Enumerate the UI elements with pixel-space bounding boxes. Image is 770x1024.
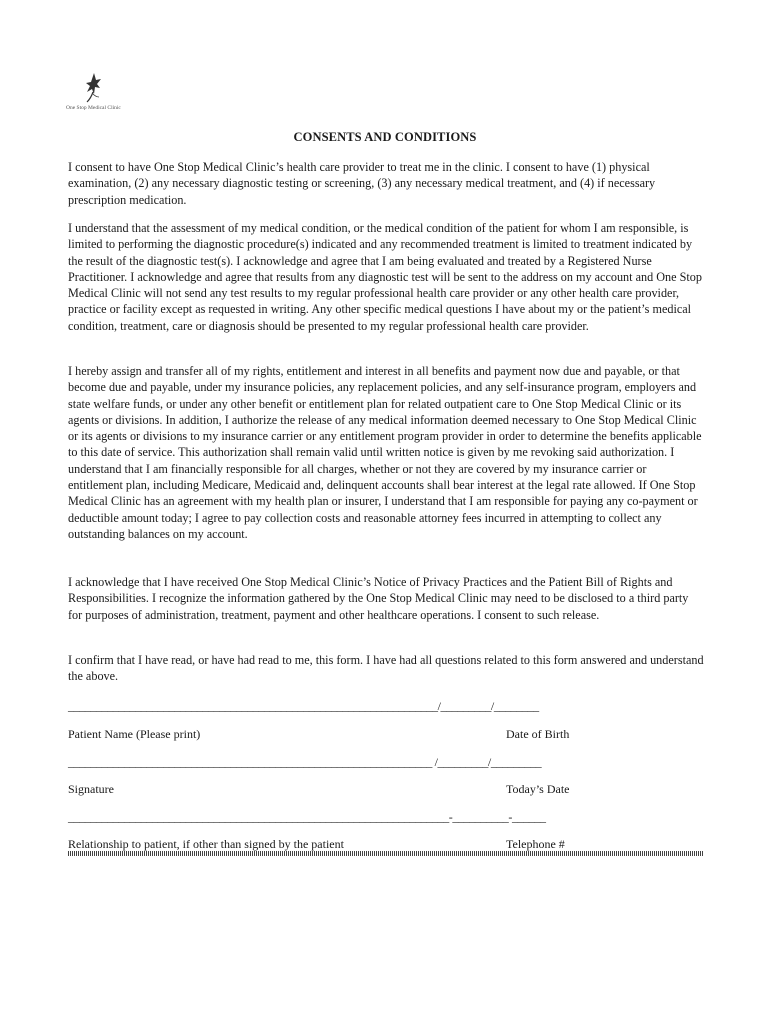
consent-paragraph-privacy: I acknowledge that I have received One Stop Medical Clinic’s Notice of Privacy Practices and the Patient Bill of Rights and Responsibilities. I recognize the information gathered by the One Stop Medical Clinic may need to be disclosed to a third party for purposes of administration, treatment, payment and other healthcare operations. I consent to such release. [68,575,689,622]
consent-paragraph-assignment: I hereby assign and transfer all of my rights, entitlement and interest in all benefits and payment now due and payable, or that become due and payable, under my insurance policies, any replacement policies, and any self-insurance program, employers and state welfare funds, or under any other benefit or entitlement plan for related outpatient care to One Stop Medical Clinic or its agents or divisions. In addition, I authorize the release of any medical information deemed necessary to One Stop Medical Clinic or its agents or divisions to my insurance carrier or any entitlement program provider in order to determine the benefits applicable to this date of service. This authorization shall remain valid until written notice is given by me revoking said authorization. I understand that I am financially responsible for all charges, whether or not they are covered by my insurance carrier or entitlement plan, including Medicare, Medicaid and, delinquent accounts shall bear interest at the legal rate allowed. If One Stop Medical Clinic has an agreement with my health plan or insurer, I understand that I am responsible for paying any co-payment or deductible amount today; I agree to pay collection costs and reasonable attorney fees incurred in attempting to collect any outstanding balances on my account. [68,364,702,541]
document-title: CONSENTS AND CONDITIONS [293,130,477,144]
relationship-label: Relationship to patient, if other than signed by the patient [68,837,344,851]
patient-name-dob-line[interactable]: __________________________________________________________________/_________/________ [68,699,539,713]
todays-date-label: Today’s Date [506,782,570,796]
relationship-telephone-line[interactable]: ____________________________________________________________________-__________-______ [68,810,546,824]
scan-artifact-divider [68,851,704,856]
patient-name-label: Patient Name (Please print) [68,727,201,741]
clinic-logo [66,72,136,116]
telephone-label: Telephone # [506,837,565,851]
signature-label: Signature [68,782,114,796]
date-of-birth-label: Date of Birth [506,727,570,741]
clinic-logo-icon [84,72,104,104]
signature-date-line[interactable]: _________________________________________________________________ /_________/_________ [68,755,542,769]
clinic-logo-text: One Stop Medical Clinic [66,105,121,111]
consent-paragraph-confirmation: I confirm that I have read, or have had read to me, this form. I have had all questions related to this form answered and understand the above. [68,653,704,684]
consent-paragraph-treatment: I consent to have One Stop Medical Clinic’s health care provider to treat me in the clinic. I consent to have (1) physical examination, (2) any necessary diagnostic testing or screening, (3) any necessary medical treatment, and (4) if necessary prescription medication. [68,160,656,207]
consent-paragraph-assessment: I understand that the assessment of my medical condition, or the medical condition of the patient for whom I am responsible, is limited to performing the diagnostic procedure(s) indicated and any recommended treatment is limited to treatment indicated by the result of the diagnostic test(s). I acknowledge and agree that I am being evaluated and treated by a Registered Nurse Practitioner. I acknowledge and agree that results from any diagnostic test will be sent to the address on my account and One Stop Medical Clinic will not send any test results to my regular professional health care provider or any other health care provider, practice or facility except as requested in writing. Any other specific medical questions I have about my or the patient’s medical condition, treatment, care or diagnosis should be presented to my regular professional health care provider. [68,221,702,333]
